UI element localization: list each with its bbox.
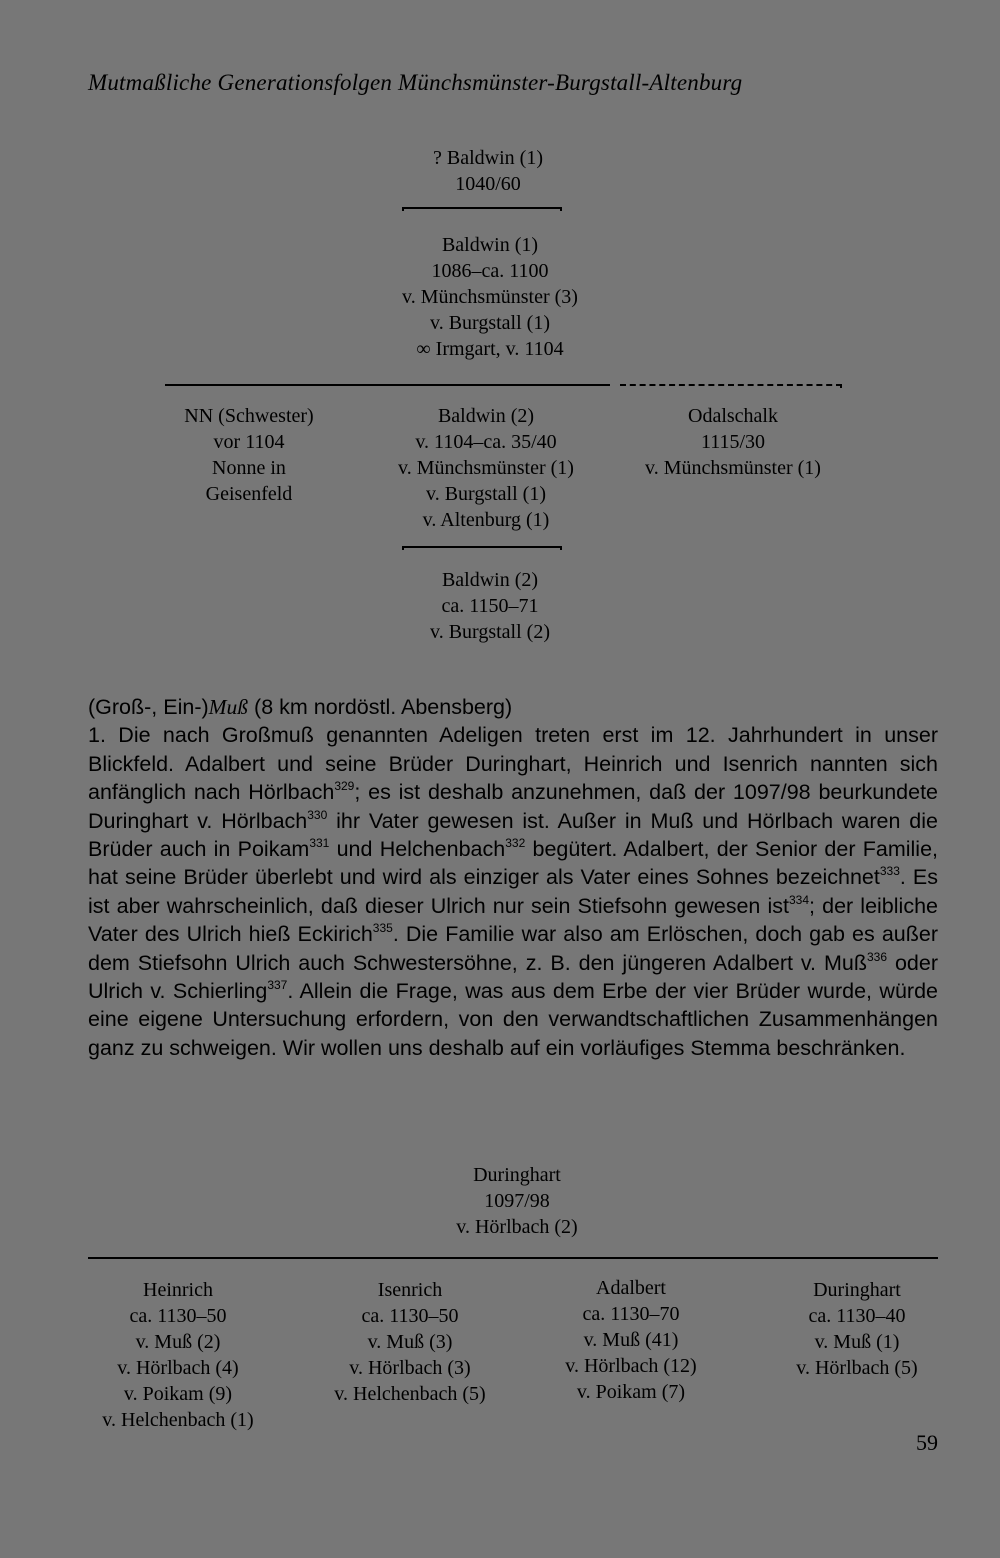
node-line: ca. 1150–71 xyxy=(441,595,539,617)
node-line: v. Hörlbach (4) xyxy=(117,1357,239,1379)
paragraph-text: und Helchenbach xyxy=(329,837,506,862)
connector-tick xyxy=(840,384,842,388)
paragraph-text: 1. Die nach Großmuß genannten Adeligen treten erst im 12. Jahrhundert in unser Blickfeld. Adalbert und seine Brüder Duringhart, Heinrich und Isenrich nannten sich anfänglich nach Hörlbach xyxy=(88,723,938,805)
node-line: Duringhart xyxy=(813,1279,901,1301)
tree1-gen2-right-node xyxy=(645,403,821,481)
connector-dashed-line xyxy=(620,384,842,386)
node-line: Adalbert xyxy=(596,1277,666,1299)
node-line: Geisenfeld xyxy=(205,483,293,505)
node-line: v. Altenburg (1) xyxy=(422,509,550,531)
node-line: Baldwin (2) xyxy=(437,405,535,427)
node-line: v. Muß (3) xyxy=(367,1331,453,1353)
paragraph-text: ihr Vater gewesen ist. Außer in Muß und Hörlbach waren die Brüder auch in Poikam xyxy=(88,808,938,862)
section-title xyxy=(88,693,938,721)
paragraph-text: begütert. Adalbert, der Senior der Familie, hat seine Brüder überlebt und wird als einziger als Vater eines Sohnes bezeichnet xyxy=(88,837,938,890)
node-line: v. Hörlbach (5) xyxy=(796,1357,918,1379)
node-line: ca. 1130–70 xyxy=(582,1303,680,1325)
footnote-ref: 335 xyxy=(372,921,393,936)
paragraph-text: . Die Familie war also am Erlöschen, doch gab es außer dem Stiefsohn Ulrich auch Schwestersöhne, z. B. den jüngeren Adalbert v. Muß xyxy=(88,922,938,975)
section-body xyxy=(88,693,938,1062)
node-line: Odalschalk xyxy=(688,405,778,427)
connector-line xyxy=(402,546,562,548)
section-title-prefix: (Groß-, Ein-) xyxy=(88,695,209,719)
section-title-place: Muß xyxy=(208,695,249,719)
footnote-ref: 334 xyxy=(788,892,810,907)
tree1-gen3-node xyxy=(430,567,550,645)
tree2-child-node xyxy=(565,1275,696,1405)
tree1-gen0-node xyxy=(433,145,543,197)
connector-tick xyxy=(402,207,404,211)
connector-tick xyxy=(560,546,562,550)
node-line: 1040/60 xyxy=(455,173,521,195)
node-line: v. Münchsmünster (1) xyxy=(398,457,574,479)
node-line: ca. 1130–40 xyxy=(808,1305,906,1327)
node-line: v. Muß (41) xyxy=(583,1329,679,1351)
node-line: v. Poikam (9) xyxy=(123,1383,233,1405)
paragraph-text: . Allein die Frage, was aus dem Erbe der vier Brüder wurde, würde eine eigene Untersuchung erfordern, von den verwandtschaftlichen Zusammenhängen ganz zu schweigen. Wir wollen uns deshalb auf ein vorläufiges Stemma beschränken. xyxy=(88,979,938,1060)
node-line: v. Burgstall (1) xyxy=(430,312,550,334)
tree2-parent-node xyxy=(456,1162,577,1240)
node-line: 1115/30 xyxy=(700,431,766,453)
tree1-gen1-node xyxy=(402,232,578,362)
paragraph-text: . Es ist aber wahrscheinlich, daß dieser Ulrich nur sein Stiefsohn gewesen ist xyxy=(88,865,938,918)
node-line: v. Hörlbach (2) xyxy=(456,1216,578,1238)
node-line: Nonne in xyxy=(212,457,286,479)
node-line: v. Muß (1) xyxy=(814,1331,900,1353)
tree1-gen2-left-node xyxy=(184,403,313,507)
node-line: ca. 1130–50 xyxy=(361,1305,459,1327)
node-line: v. Helchenbach (5) xyxy=(334,1383,486,1405)
node-line: ca. 1130–50 xyxy=(129,1305,227,1327)
node-line: Baldwin (2) xyxy=(441,569,539,591)
node-line: v. Münchsmünster (1) xyxy=(645,457,821,479)
paragraph-text: ; der leibliche Vater des Ulrich hieß Eckirich xyxy=(88,893,938,947)
node-line: 1097/98 xyxy=(484,1190,550,1212)
node-line: v. Münchsmünster (3) xyxy=(402,286,578,308)
paragraph-text: oder Ulrich v. Schierling xyxy=(88,950,938,1004)
node-line: v. Burgstall (1) xyxy=(426,483,546,505)
footnote-ref: 329 xyxy=(334,779,355,794)
node-line: v. Burgstall (2) xyxy=(430,621,550,643)
node-line: v. 1104–ca. 35/40 xyxy=(415,431,557,453)
node-line: ∞ Irmgart, v. 1104 xyxy=(416,338,564,360)
connector-tick xyxy=(560,207,562,211)
footnote-ref: 331 xyxy=(309,836,330,851)
tree1-gen2-center-node xyxy=(398,403,574,533)
tree2-child-node xyxy=(334,1277,485,1407)
node-line: vor 1104 xyxy=(213,431,285,453)
node-line: v. Hörlbach (3) xyxy=(349,1357,471,1379)
footnote-ref: 330 xyxy=(307,807,328,822)
footnote-ref: 336 xyxy=(866,949,888,964)
paragraph-text: ; es ist deshalb anzunehmen, daß der 1097/98 beurkundete Duringhart v. Hörlbach xyxy=(88,780,938,833)
node-line: v. Helchenbach (1) xyxy=(102,1409,254,1431)
footnote-ref: 337 xyxy=(267,978,288,993)
node-line: Duringhart xyxy=(473,1164,561,1186)
connector-line xyxy=(402,207,562,209)
section-paragraph xyxy=(88,721,938,1062)
footnote-ref: 332 xyxy=(505,836,526,851)
node-line: Heinrich xyxy=(143,1279,213,1301)
node-line: v. Poikam (7) xyxy=(576,1381,686,1403)
footnote-ref: 333 xyxy=(879,864,900,879)
node-line: Baldwin (1) xyxy=(441,234,539,256)
connector-line xyxy=(88,1257,938,1259)
tree2-child-node xyxy=(796,1277,917,1381)
page-number: 59 xyxy=(916,1430,938,1455)
node-line: v. Hörlbach (12) xyxy=(565,1355,697,1377)
node-line: Isenrich xyxy=(377,1279,443,1301)
node-line: v. Muß (2) xyxy=(135,1331,221,1353)
node-line: NN (Schwester) xyxy=(184,405,314,427)
section-title-suffix: (8 km nordöstl. Abensberg) xyxy=(248,695,513,719)
connector-tick xyxy=(402,546,404,550)
tree2-child-node xyxy=(102,1277,253,1433)
node-line: ? Baldwin (1) xyxy=(433,147,543,169)
page-heading: Mutmaßliche Generationsfolgen Münchsmünster-Burgstall-Altenburg xyxy=(88,70,743,95)
node-line: 1086–ca. 1100 xyxy=(431,260,549,282)
connector-line xyxy=(165,384,610,386)
